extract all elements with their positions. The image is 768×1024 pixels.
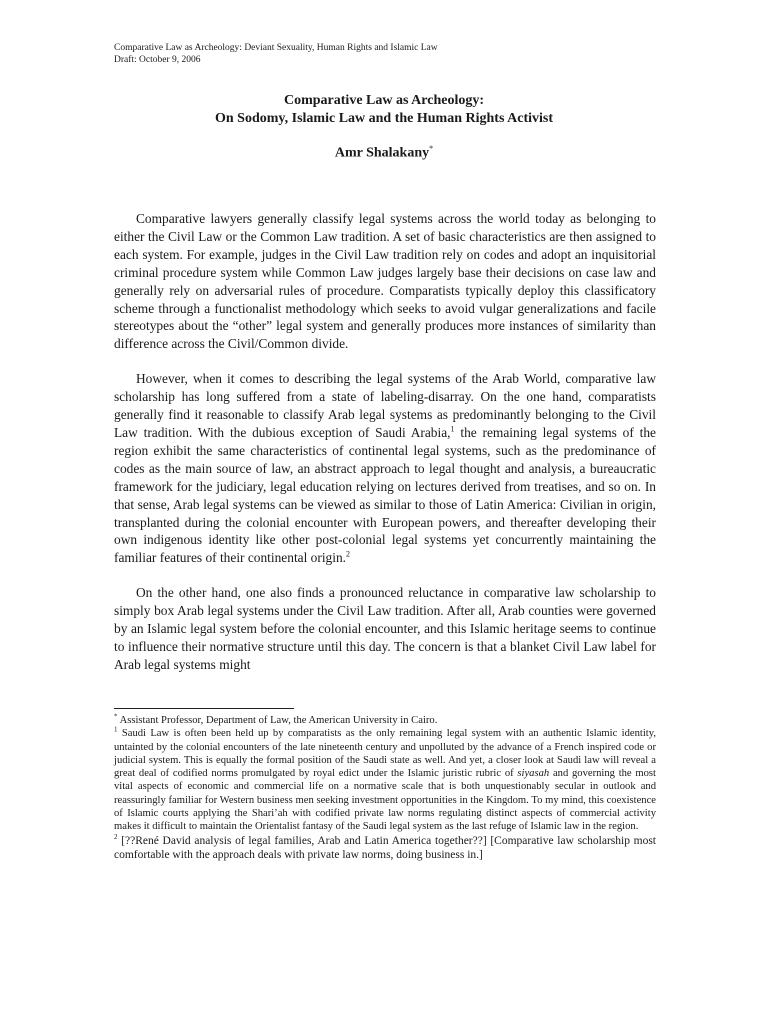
author-footnote-mark: * <box>429 144 434 153</box>
paragraph-1: Comparative lawyers generally classify legal systems across the world today as belonging to either the Civil Law or the Common Law tradition. A set of basic characteristics are then assigned to each system. For example, judges in the Civil Law tradition rely on codes and adopt an inquisitorial criminal procedure system while Common Law judges largely base their decisions on case law and generally rely on adversarial rules of procedure. Comparatists typically deploy this classificatory scheme through a functionalist methodology which seeks to avoid vulgar generalizations and facile stereotypes about the “other” legal system and generally produces more instances of similarity than difference across the Civil/Common divide. <box>114 211 656 352</box>
footnote-ref-2: 2 <box>346 549 351 559</box>
footnote-2 <box>114 834 656 862</box>
footnote-1-text-b: and governing the most vital aspects of economic and commercial life on a normative scale that is both unquestionably secular in outlook and reassuringly familiar for Western business men seeking investment opportunities in the Kingdom. To my mind, this coexistence of Islamic courts applying the Shari’ah with codified private law norms regulating distinct aspects of commercial activity makes it difficult to maintain the Orientalist fantasy of the Saudi legal system as the last refuge of Islamic law in the region. <box>114 768 656 833</box>
paper-title <box>0 92 768 128</box>
footnote-star <box>114 714 656 727</box>
footnote-2-text: [??René David analysis of legal families, Arab and Latin America together??] [Comparative law scholarship most comfortable with the approach deals with private law norms, doing business in.] <box>114 834 656 861</box>
paragraph-3: On the other hand, one also finds a pronounced reluctance in comparative law scholarship to simply box Arab legal systems under the Civil Law tradition. After all, Arab counties were governed by an Islamic legal system before the colonial encounter, and this Islamic heritage seems to continue to influence their normative structure until this day. The concern is that a blanket Civil Law label for Arab legal systems might <box>114 585 656 672</box>
footnote-1-mark: 1 <box>114 725 118 734</box>
body-text <box>114 210 656 691</box>
footnote-1-italic-term: siyasah <box>517 768 550 780</box>
title-line-2: On Sodomy, Islamic Law and the Human Rights Activist <box>215 111 553 126</box>
footnote-1-text-a: Saudi Law is often been held up by comparatists as the only remaining legal system with an authentic Islamic identity, untainted by the colonial encounters of the late nineteenth century and unpolluted by the advance of a French inspired code or judicial system. This is equally the formal position of the Saudi state as well. And yet, a closer look at Saudi law will reveal a great deal of codified norms promulgated by royal edict under the Islamic juristic rubric of <box>114 728 656 780</box>
footnote-2-mark: 2 <box>114 832 118 841</box>
paragraph-2 <box>114 370 656 567</box>
author-byline <box>0 144 768 162</box>
footnote-divider <box>114 708 294 709</box>
footnotes <box>114 714 656 862</box>
title-line-1: Comparative Law as Archeology: <box>284 93 484 108</box>
paragraph-2-part-b: the remaining legal systems of the region exhibit the same characteristics of continental legal systems, such as the predominance of codes as the main source of law, an abstract approach to legal thought and analysis, a bureaucratic framework for the judiciary, legal education relying on lectures derived from treatises, and so on. In that sense, Arab legal systems can be viewed as similar to those of Latin America: Civilian in origin, transplanted during the colonial encounter with European powers, and thereafter developing their own indigenous identity like other post-colonial legal systems yet concurrently maintaining the familiar features of their continental origin. <box>114 424 656 566</box>
footnote-star-text: Assistant Professor, Department of Law, the American University in Cairo. <box>117 715 438 726</box>
paragraph-2-part-a: However, when it comes to describing the legal systems of the Arab World, comparative law scholarship has long suffered from a state of labeling-disarray. On the one hand, comparatists generally find it reasonable to classify Arab legal systems as predominantly belonging to the Civil Law tradition. With the dubious exception of Saudi Arabia, <box>114 371 656 440</box>
footnote-star-mark: * <box>114 712 118 721</box>
footnote-1 <box>114 727 656 833</box>
footnote-ref-1: 1 <box>450 424 455 434</box>
running-header <box>114 42 438 66</box>
header-title: Comparative Law as Archeology: Deviant Sexuality, Human Rights and Islamic Law <box>114 43 438 53</box>
header-draft-date: Draft: October 9, 2006 <box>114 55 201 65</box>
author-name: Amr Shalakany <box>334 145 430 161</box>
